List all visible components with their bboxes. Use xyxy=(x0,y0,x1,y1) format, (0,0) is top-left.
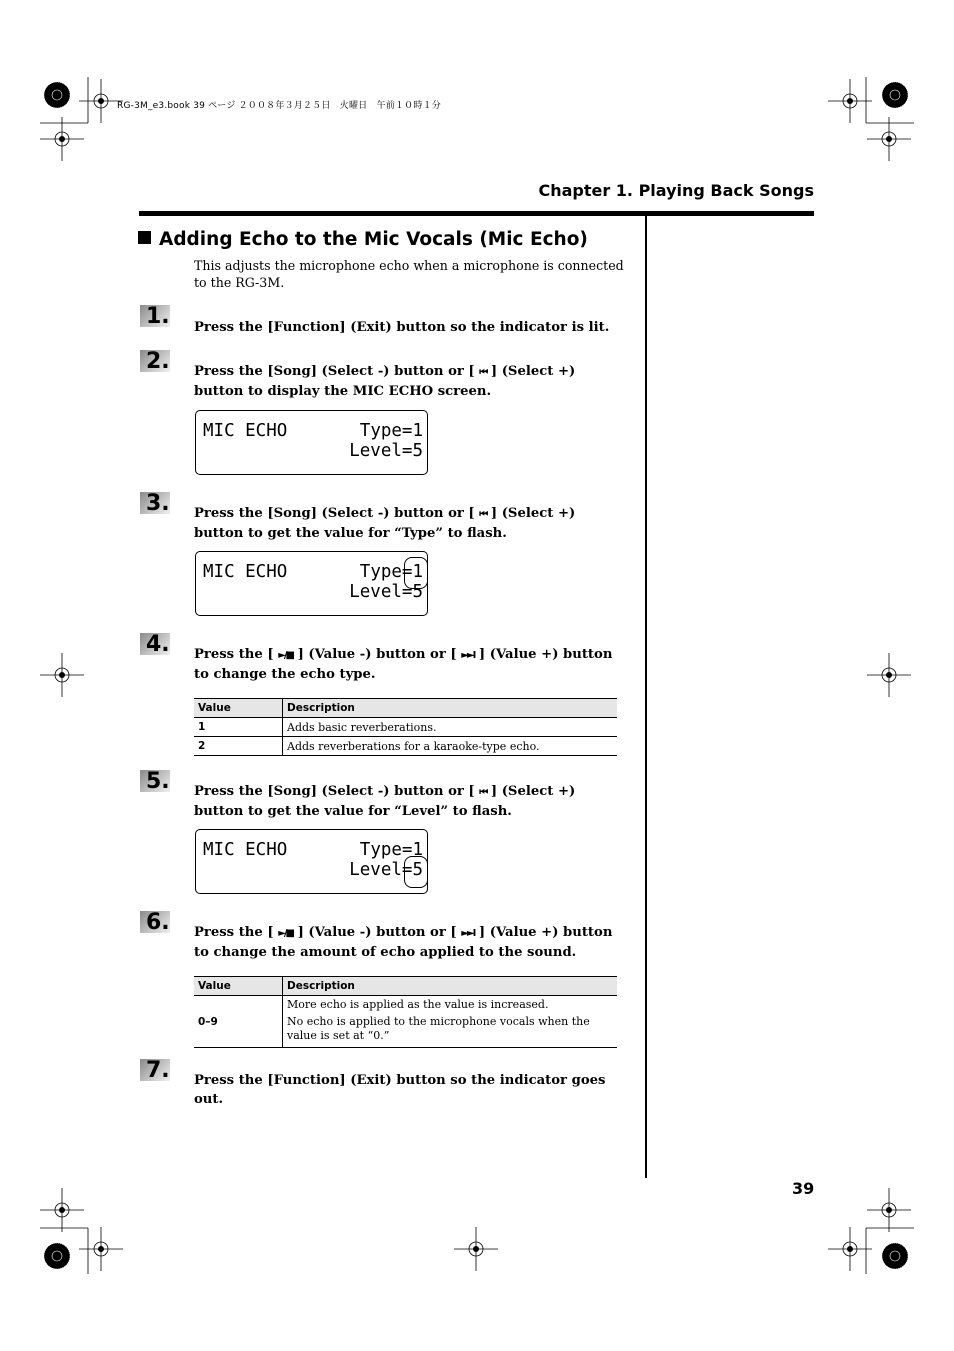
lcd-screen-1: MIC ECHO Type=1 Level=5 xyxy=(195,410,428,475)
header-rule xyxy=(139,211,814,216)
flash-highlight-level xyxy=(404,856,428,888)
prev-track-icon: ⏮ xyxy=(479,787,487,798)
column-divider xyxy=(645,216,647,1178)
table-header-row: Value Description xyxy=(194,699,617,718)
page-number: 39 xyxy=(792,1179,815,1198)
section-intro: This adjusts the microphone echo when a microphone is connected to the RG-3M. xyxy=(194,258,624,290)
step-2-text: Press the [Song] (Select -) button or [ ⏮ ] (Select +) button to display the MIC ECHO screen. xyxy=(194,364,576,399)
prev-track-icon: ⏮ xyxy=(479,509,487,520)
step-number-4: 4. xyxy=(140,633,172,659)
table-row: 0–9 More echo is applied as the value is increased. No echo is applied to the microphone vocals when the value is set at “0.” xyxy=(194,996,617,1048)
step-4-text: Press the [ ►/■ ] (Value -) button or [ ►►I ] (Value +) button to change the echo type. xyxy=(194,647,613,682)
lcd-screen-3: MIC ECHO Type=1 Level=5 xyxy=(195,829,428,894)
table-row: 1 Adds basic reverberations. xyxy=(194,718,617,737)
step-number-5: 5. xyxy=(140,770,172,796)
step-number-6: 6. xyxy=(140,911,172,937)
step-number-7: 7. xyxy=(140,1059,172,1085)
table-header-row: Value Description xyxy=(194,977,617,996)
step-6-text: Press the [ ►/■ ] (Value -) button or [ ►►I ] (Value +) button to change the amount of echo applied to the sound. xyxy=(194,925,613,960)
lcd-screen-2: MIC ECHO Type=1 Level=5 xyxy=(195,551,428,616)
square-bullet-icon xyxy=(138,231,151,244)
next-track-icon: ►►I xyxy=(461,650,475,661)
step-number-3: 3. xyxy=(140,492,172,518)
level-table xyxy=(194,976,617,1048)
play-stop-icon: ►/■ xyxy=(278,928,293,939)
step-5-text: Press the [Song] (Select -) button or [ ⏮ ] (Select +) button to get the value for “Level” to flash. xyxy=(194,784,576,819)
play-stop-icon: ►/■ xyxy=(278,650,293,661)
flash-highlight-type xyxy=(404,557,428,589)
step-1-text: Press the [Function] (Exit) button so the indicator is lit. xyxy=(194,320,610,335)
section-title: Adding Echo to the Mic Vocals (Mic Echo) xyxy=(138,229,588,250)
step-number-2: 2. xyxy=(140,350,172,376)
chapter-heading: Chapter 1. Playing Back Songs xyxy=(538,181,814,200)
step-7-text: Press the [Function] (Exit) button so the indicator goes out. xyxy=(194,1073,606,1107)
table-row: 2 Adds reverberations for a karaoke-type echo. xyxy=(194,737,617,756)
next-track-icon: ►►I xyxy=(461,928,475,939)
file-info: RG-3M_e3.book 39 ページ ２００８年３月２５日 火曜日 午前１０時１分 xyxy=(117,101,441,111)
step-3-text: Press the [Song] (Select -) button or [ ⏮ ] (Select +) button to get the value for “Type” to flash. xyxy=(194,506,576,541)
prev-track-icon: ⏮ xyxy=(479,367,487,378)
type-table xyxy=(194,698,617,756)
step-number-1: 1. xyxy=(140,305,172,331)
